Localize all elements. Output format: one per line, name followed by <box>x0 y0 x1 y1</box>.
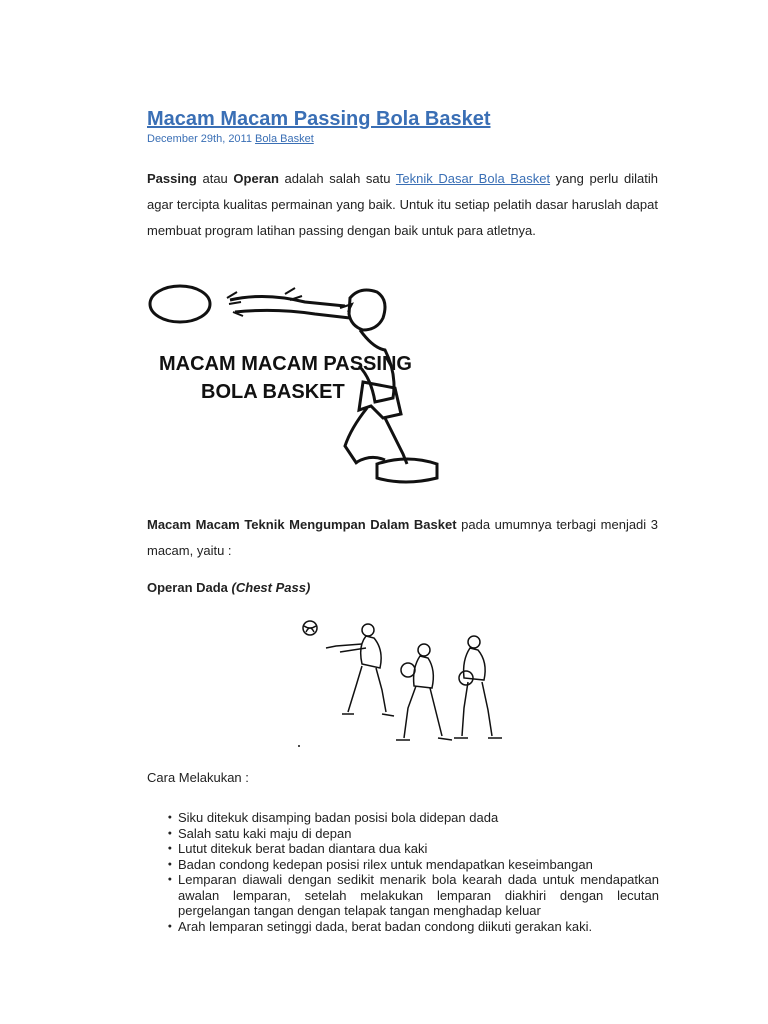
list-item: ● Arah lemparan setinggi dada, berat badan condong diikuti gerakan kaki. <box>147 919 659 935</box>
chest-pass-title: Operan Dada <box>147 580 228 595</box>
list-item: ● Siku ditekuk disamping badan posisi bola didepan dada <box>147 810 659 826</box>
techniques-bold: Macam Macam Teknik Mengumpan Dalam Basket <box>147 517 457 532</box>
category-link[interactable]: Bola Basket <box>255 133 314 145</box>
techniques-paragraph <box>147 512 658 564</box>
techniques-text: pada umumnya terbagi menjadi 3 macam, yaitu : <box>147 517 658 558</box>
intro-text-2: adalah salah satu <box>278 171 396 186</box>
player-passing-ball-illustration <box>145 278 445 498</box>
chest-pass-heading <box>147 580 310 595</box>
list-item: ● Lutut ditekuk berat badan diantara dua kaki <box>147 841 659 857</box>
term-passing: Passing <box>147 171 197 186</box>
term-operan: Operan <box>233 171 279 186</box>
teknik-dasar-link[interactable]: Teknik Dasar Bola Basket <box>395 171 551 186</box>
cara-melakukan-label: Cara Melakukan : <box>147 770 249 785</box>
chest-pass-sequence-illustration <box>296 616 508 752</box>
article-title[interactable]: Macam Macam Passing Bola Basket <box>147 108 491 130</box>
illustration-caption-line1: MACAM MACAM PASSING <box>159 353 412 375</box>
steps-list <box>147 810 659 934</box>
list-item: ● Badan condong kedepan posisi rilex untuk mendapatkan keseimbangan <box>147 857 659 873</box>
list-item: ● Salah satu kaki maju di depan <box>147 826 659 842</box>
intro-paragraph <box>147 166 658 244</box>
article-meta <box>147 133 314 145</box>
chest-pass-subtitle: (Chest Pass) <box>231 580 311 595</box>
intro-text-1: atau <box>196 171 234 186</box>
article-date: December 29th, 2011 <box>147 133 252 145</box>
list-item: ● Lemparan diawali dengan sedikit menarik bola kearah dada untuk mendapatkan awalan lemparan, setelah melakukan lemparan diakhiri dengan lecutan pergelangan tangan dengan telapak tangan menghadap keluar <box>147 872 659 919</box>
illustration-caption-line2: BOLA BASKET <box>201 381 345 403</box>
intro-text-3: yang perlu dilatih agar tercipta kualitas permainan yang baik. Untuk itu setiap pelatih dasar haruslah dapat membuat program latihan passing dengan baik untuk para atletnya. <box>147 171 659 238</box>
